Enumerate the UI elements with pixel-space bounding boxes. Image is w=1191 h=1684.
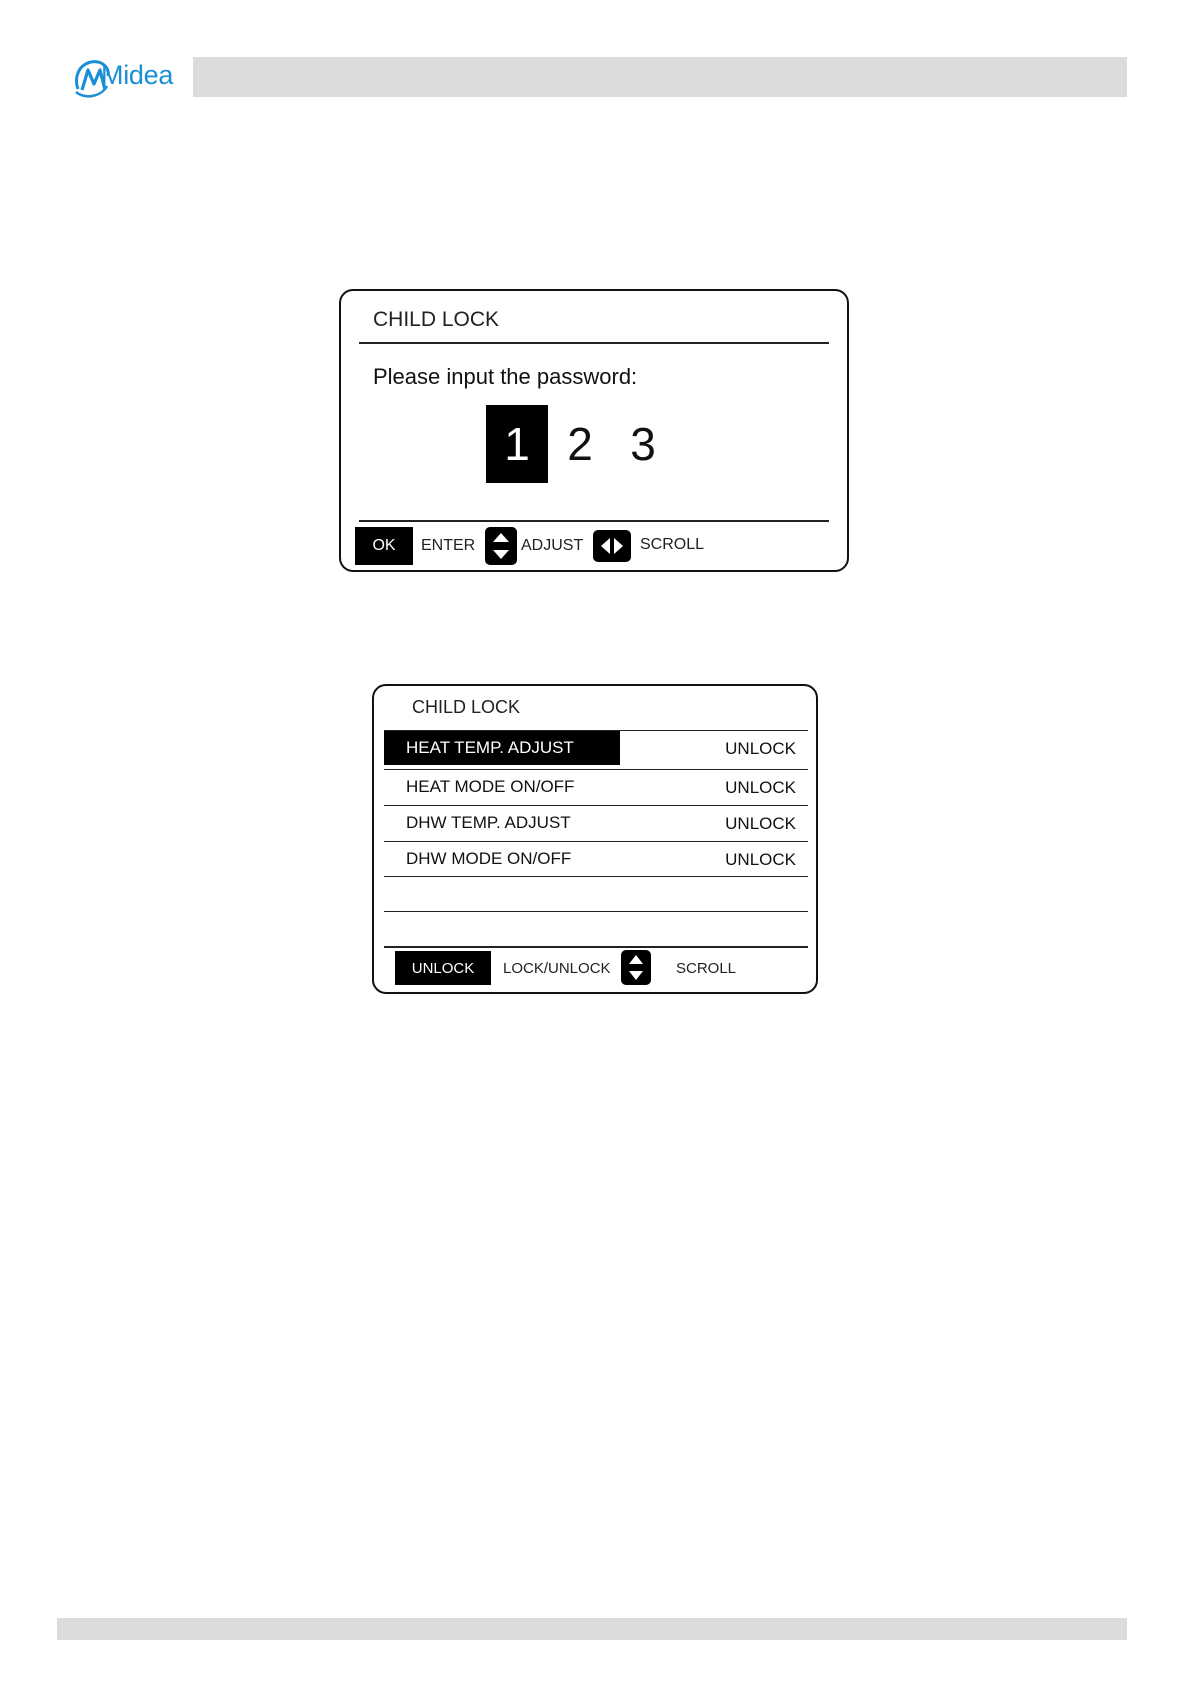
item-value: UNLOCK bbox=[725, 814, 796, 833]
midea-logo bbox=[72, 56, 182, 98]
divider bbox=[359, 520, 829, 522]
scroll-label: SCROLL bbox=[676, 960, 737, 977]
item-name bbox=[384, 877, 598, 911]
scroll-button[interactable] bbox=[621, 950, 651, 985]
password-screen bbox=[339, 289, 849, 572]
item-value: UNLOCK bbox=[725, 739, 796, 758]
ok-button[interactable]: OK bbox=[355, 527, 413, 565]
adjust-label: ADJUST bbox=[521, 537, 584, 554]
list-item bbox=[384, 876, 808, 912]
header-bar bbox=[193, 57, 1127, 97]
item-name: HEAT TEMP. ADJUST bbox=[384, 731, 620, 765]
item-value: UNLOCK bbox=[725, 850, 796, 869]
lock-unlock-label: LOCK/UNLOCK bbox=[503, 960, 611, 977]
list-item[interactable] bbox=[384, 805, 808, 841]
logo-text: Midea bbox=[101, 60, 174, 90]
child-lock-list-screen bbox=[372, 684, 818, 994]
divider bbox=[359, 342, 829, 344]
password-digit-2[interactable]: 2 bbox=[567, 418, 593, 470]
screen-title: CHILD LOCK bbox=[412, 697, 521, 717]
item-name: DHW MODE ON/OFF bbox=[406, 849, 572, 868]
item-value: UNLOCK bbox=[725, 778, 796, 797]
divider bbox=[384, 946, 808, 948]
list-item[interactable] bbox=[384, 730, 808, 766]
item-name bbox=[384, 912, 598, 946]
password-prompt: Please input the password: bbox=[373, 364, 638, 389]
list-item bbox=[384, 911, 808, 947]
up-down-arrows-icon bbox=[485, 527, 517, 565]
list-item[interactable] bbox=[384, 841, 808, 877]
item-name: DHW TEMP. ADJUST bbox=[406, 813, 571, 832]
adjust-button[interactable] bbox=[485, 527, 517, 565]
scroll-button[interactable] bbox=[593, 530, 631, 562]
password-digit-3[interactable]: 3 bbox=[630, 418, 656, 470]
button-legend bbox=[355, 525, 835, 565]
left-right-arrows-icon bbox=[593, 530, 631, 562]
footer-bar bbox=[57, 1618, 1127, 1640]
scroll-label: SCROLL bbox=[640, 536, 705, 553]
list-item[interactable] bbox=[384, 769, 808, 805]
unlock-button[interactable]: UNLOCK bbox=[395, 951, 491, 985]
password-digit-1[interactable]: 1 bbox=[486, 405, 548, 483]
enter-label: ENTER bbox=[421, 537, 476, 554]
up-down-arrows-icon bbox=[621, 950, 651, 985]
screen-title: CHILD LOCK bbox=[373, 308, 500, 331]
item-name: HEAT MODE ON/OFF bbox=[406, 777, 575, 796]
